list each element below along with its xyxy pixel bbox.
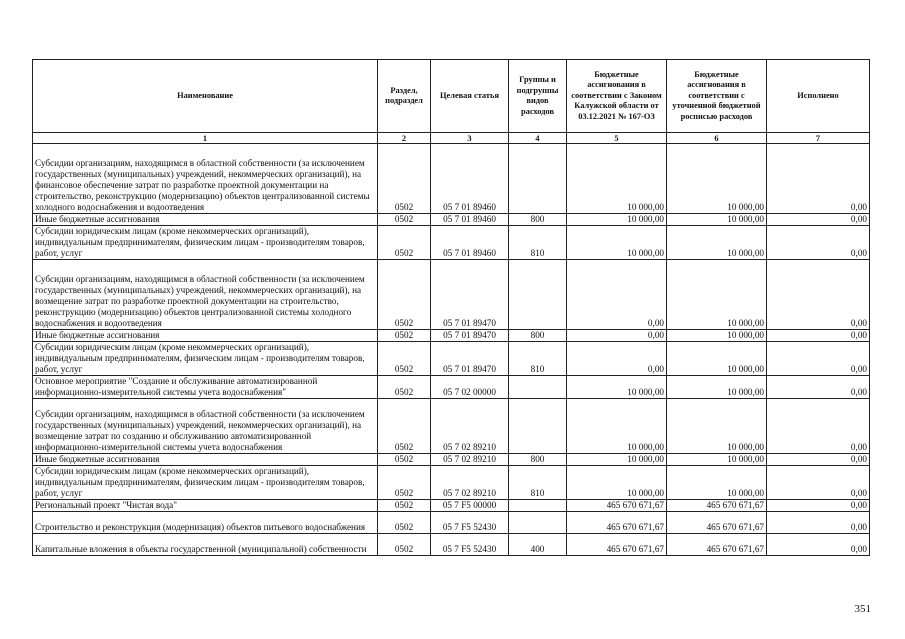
col-number: 5 — [567, 133, 667, 144]
row-refined-cell: 10 000,00 — [667, 376, 767, 399]
row-group-cell — [509, 376, 567, 399]
row-refined-cell: 10 000,00 — [667, 260, 767, 330]
row-done-cell: 0,00 — [767, 330, 870, 342]
col-header-group: Группы и подгруппы видов расходов — [509, 60, 567, 133]
row-section-cell: 0502 — [378, 500, 431, 512]
row-refined-cell: 10 000,00 — [667, 466, 767, 500]
row-law-cell: 10 000,00 — [567, 376, 667, 399]
col-number: 3 — [431, 133, 509, 144]
row-refined-cell: 465 670 671,67 — [667, 512, 767, 534]
row-target-cell: 05 7 02 89210 — [431, 466, 509, 500]
row-law-cell: 465 670 671,67 — [567, 534, 667, 556]
row-refined-cell: 465 670 671,67 — [667, 534, 767, 556]
row-law-cell: 10 000,00 — [567, 399, 667, 454]
row-law-cell: 0,00 — [567, 260, 667, 330]
row-group-cell: 810 — [509, 342, 567, 376]
table-row — [33, 454, 870, 466]
row-section-cell: 0502 — [378, 512, 431, 534]
row-target-cell: 05 7 F5 52430 — [431, 512, 509, 534]
row-refined-cell: 10 000,00 — [667, 330, 767, 342]
row-law-cell: 10 000,00 — [567, 214, 667, 226]
row-refined-cell: 10 000,00 — [667, 214, 767, 226]
table-row — [33, 144, 870, 214]
row-name-cell: Субсидии юридическим лицам (кроме некоммерческих организаций), индивидуальным предпринимателям, физическим лицам - производителям товаров, работ, услуг — [33, 342, 378, 376]
row-target-cell: 05 7 01 89460 — [431, 226, 509, 260]
row-group-cell — [509, 512, 567, 534]
table-row — [33, 260, 870, 330]
row-section-cell: 0502 — [378, 454, 431, 466]
row-name-cell: Капитальные вложения в объекты государственной (муниципальной) собственности — [33, 534, 378, 556]
row-done-cell: 0,00 — [767, 534, 870, 556]
row-section-cell: 0502 — [378, 144, 431, 214]
budget-table — [32, 59, 870, 556]
col-number: 7 — [767, 133, 870, 144]
budget-table-page — [32, 59, 869, 556]
row-section-cell: 0502 — [378, 342, 431, 376]
row-group-cell: 810 — [509, 226, 567, 260]
row-name-cell: Иные бюджетные ассигнования — [33, 330, 378, 342]
row-section-cell: 0502 — [378, 534, 431, 556]
row-group-cell: 400 — [509, 534, 567, 556]
col-number: 6 — [667, 133, 767, 144]
col-header-section: Раздел, подраздел — [378, 60, 431, 133]
row-name-cell: Строительство и реконструкция (модернизация) объектов питьевого водоснабжения — [33, 512, 378, 534]
table-body — [33, 144, 870, 556]
row-refined-cell: 10 000,00 — [667, 226, 767, 260]
row-group-cell: 810 — [509, 466, 567, 500]
table-row — [33, 399, 870, 454]
row-done-cell: 0,00 — [767, 454, 870, 466]
row-done-cell: 0,00 — [767, 226, 870, 260]
row-name-cell: Субсидии организациям, находящимся в областной собственности (за исключением государственных (муниципальных) учреждений, некоммерческих организаций), на возмещение затрат по разработке проектной документации на строительство, реконструкцию (модернизацию) объектов централизованной системы холодного водоснабжения и водоотведения — [33, 260, 378, 330]
row-target-cell: 05 7 01 89460 — [431, 214, 509, 226]
row-target-cell: 05 7 02 89210 — [431, 399, 509, 454]
row-group-cell — [509, 399, 567, 454]
table-row — [33, 214, 870, 226]
row-target-cell: 05 7 01 89460 — [431, 144, 509, 214]
row-group-cell — [509, 144, 567, 214]
col-number: 4 — [509, 133, 567, 144]
row-target-cell: 05 7 02 00000 — [431, 376, 509, 399]
col-header-done: Исполнено — [767, 60, 870, 133]
row-section-cell: 0502 — [378, 330, 431, 342]
col-header-name: Наименование — [33, 60, 378, 133]
page-number: 351 — [854, 603, 871, 615]
table-row — [33, 534, 870, 556]
row-done-cell: 0,00 — [767, 466, 870, 500]
col-header-refined: Бюджетные ассигнования в соответствии с уточненной бюджетной росписью расходов — [667, 60, 767, 133]
table-row — [33, 226, 870, 260]
row-group-cell: 800 — [509, 214, 567, 226]
row-refined-cell: 10 000,00 — [667, 399, 767, 454]
col-number: 1 — [33, 133, 378, 144]
row-name-cell: Субсидии юридическим лицам (кроме некоммерческих организаций), индивидуальным предпринимателям, физическим лицам - производителям товаров, работ, услуг — [33, 466, 378, 500]
header-row — [33, 60, 870, 133]
row-name-cell: Иные бюджетные ассигнования — [33, 214, 378, 226]
row-target-cell: 05 7 F5 52430 — [431, 534, 509, 556]
row-refined-cell: 10 000,00 — [667, 144, 767, 214]
row-target-cell: 05 7 01 89470 — [431, 260, 509, 330]
row-name-cell: Субсидии организациям, находящимся в областной собственности (за исключением государственных (муниципальных) учреждений, некоммерческих организаций), на возмещение затрат по созданию и обслуживанию автоматизированной информационно-измерительной системы учета водоснабжения — [33, 399, 378, 454]
row-done-cell: 0,00 — [767, 376, 870, 399]
row-done-cell: 0,00 — [767, 214, 870, 226]
row-target-cell: 05 7 F5 00000 — [431, 500, 509, 512]
row-law-cell: 0,00 — [567, 342, 667, 376]
row-done-cell: 0,00 — [767, 512, 870, 534]
row-law-cell: 465 670 671,67 — [567, 500, 667, 512]
row-section-cell: 0502 — [378, 399, 431, 454]
row-law-cell: 465 670 671,67 — [567, 512, 667, 534]
row-name-cell: Иные бюджетные ассигнования — [33, 454, 378, 466]
row-refined-cell: 10 000,00 — [667, 454, 767, 466]
row-section-cell: 0502 — [378, 214, 431, 226]
row-section-cell: 0502 — [378, 376, 431, 399]
row-group-cell: 800 — [509, 330, 567, 342]
table-row — [33, 512, 870, 534]
row-name-cell: Основное мероприятие "Создание и обслуживание автоматизированной информационно-измерительной системы учета водоснабжения" — [33, 376, 378, 399]
row-law-cell: 0,00 — [567, 330, 667, 342]
row-group-cell — [509, 260, 567, 330]
row-target-cell: 05 7 02 89210 — [431, 454, 509, 466]
col-header-law: Бюджетные ассигнования в соответствии с Законом Калужской области от 03.12.2021 № 167-ОЗ — [567, 60, 667, 133]
table-row — [33, 376, 870, 399]
table-row — [33, 342, 870, 376]
row-name-cell: Субсидии организациям, находящимся в областной собственности (за исключением государственных (муниципальных) учреждений, некоммерческих организаций), на финансовое обеспечение затрат по разработке проектной документации на строительство, реконструкцию (модернизацию) объектов централизованной системы холодного водоснабжения и водоотведения — [33, 144, 378, 214]
row-law-cell: 10 000,00 — [567, 226, 667, 260]
row-done-cell: 0,00 — [767, 342, 870, 376]
row-done-cell: 0,00 — [767, 399, 870, 454]
row-name-cell: Субсидии юридическим лицам (кроме некоммерческих организаций), индивидуальным предпринимателям, физическим лицам - производителям товаров, работ, услуг — [33, 226, 378, 260]
row-law-cell: 10 000,00 — [567, 144, 667, 214]
row-target-cell: 05 7 01 89470 — [431, 342, 509, 376]
row-done-cell: 0,00 — [767, 144, 870, 214]
row-refined-cell: 465 670 671,67 — [667, 500, 767, 512]
col-number: 2 — [378, 133, 431, 144]
row-law-cell: 10 000,00 — [567, 466, 667, 500]
table-row — [33, 330, 870, 342]
column-number-row — [33, 133, 870, 144]
col-header-target: Целевая статья — [431, 60, 509, 133]
row-section-cell: 0502 — [378, 466, 431, 500]
row-refined-cell: 10 000,00 — [667, 342, 767, 376]
table-row — [33, 466, 870, 500]
row-section-cell: 0502 — [378, 226, 431, 260]
row-group-cell: 800 — [509, 454, 567, 466]
row-done-cell: 0,00 — [767, 500, 870, 512]
row-target-cell: 05 7 01 89470 — [431, 330, 509, 342]
row-law-cell: 10 000,00 — [567, 454, 667, 466]
table-row — [33, 500, 870, 512]
row-section-cell: 0502 — [378, 260, 431, 330]
row-group-cell — [509, 500, 567, 512]
row-name-cell: Региональный проект "Чистая вода" — [33, 500, 378, 512]
row-done-cell: 0,00 — [767, 260, 870, 330]
